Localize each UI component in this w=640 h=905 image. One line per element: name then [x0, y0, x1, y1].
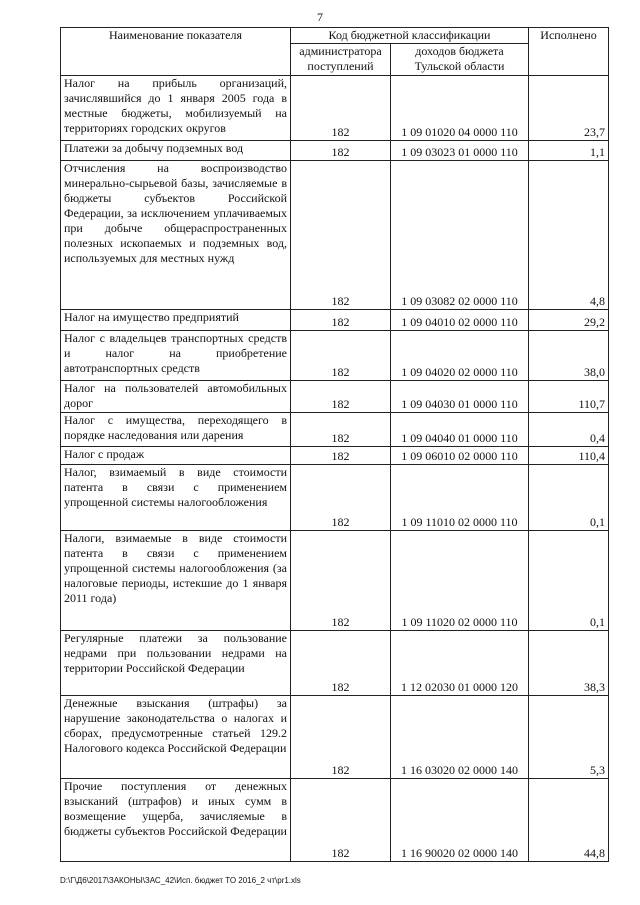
- row-income-code: 1 16 90020 02 0000 140: [391, 779, 529, 862]
- row-value: 23,7: [529, 76, 609, 141]
- row-name: Налог на имущество предприятий: [61, 310, 291, 331]
- row-income-code: 1 09 04040 01 0000 110: [391, 413, 529, 447]
- row-admin-code: 182: [291, 161, 391, 310]
- row-value: 0,4: [529, 413, 609, 447]
- row-admin-code: 182: [291, 696, 391, 779]
- table-row: [61, 141, 609, 161]
- row-admin-code: 182: [291, 465, 391, 531]
- row-name: Налог на прибыль организаций, зачислявшийся до 1 января 2005 года в местные бюджеты, мобилизуемый на территориях городских округов: [61, 76, 291, 141]
- row-admin-code: 182: [291, 413, 391, 447]
- row-name: Прочие поступления от денежных взысканий (штрафов) и иных сумм в возмещение ущерба, зачисляемые в бюджеты субъектов Российской Федерации: [61, 779, 291, 862]
- table-row: [61, 413, 609, 447]
- row-admin-code: 182: [291, 141, 391, 161]
- row-admin-code: 182: [291, 310, 391, 331]
- header-admin: администратора поступлений: [291, 44, 391, 76]
- row-name: Налог с продаж: [61, 447, 291, 465]
- file-path-footer: D:\Г\Д6\2017\ЗАКОНЫ\ЗАС_42\Исп. бюджет ТО 2016_2 чт\pr1.xls: [60, 876, 301, 885]
- row-income-code: 1 12 02030 01 0000 120: [391, 631, 529, 696]
- page-number: 7: [317, 10, 323, 24]
- row-name: Отчисления на воспроизводство минерально-сырьевой базы, зачисляемые в бюджеты субъектов Российской Федерации, за исключением уплачиваемых при добыче общераспространенных полезных ископаемых и подземных вод, используемых для местных нужд: [61, 161, 291, 310]
- table-row: [61, 696, 609, 779]
- row-name: Налог с владельцев транспортных средств и налог на приобретение автотранспортных средств: [61, 331, 291, 381]
- header-income: доходов бюджета Тульской области: [391, 44, 529, 76]
- row-value: 38,0: [529, 331, 609, 381]
- row-income-code: 1 09 03082 02 0000 110: [391, 161, 529, 310]
- row-value: 4,8: [529, 161, 609, 310]
- row-admin-code: 182: [291, 631, 391, 696]
- row-name: Налог, взимаемый в виде стоимости патента в связи с применением упрощенной системы налогообложения: [61, 465, 291, 531]
- table-header: [61, 28, 609, 76]
- row-value: 0,1: [529, 465, 609, 531]
- row-value: 38,3: [529, 631, 609, 696]
- table-row: [61, 381, 609, 413]
- row-admin-code: 182: [291, 76, 391, 141]
- header-budget-code: Код бюджетной классификации: [291, 28, 529, 44]
- budget-income-table: [60, 27, 609, 862]
- table-row: [61, 631, 609, 696]
- row-income-code: 1 09 11010 02 0000 110: [391, 465, 529, 531]
- row-name: Регулярные платежи за пользование недрами при пользовании недрами на территории Российской Федерации: [61, 631, 291, 696]
- row-admin-code: 182: [291, 447, 391, 465]
- table-row: [61, 779, 609, 862]
- row-name: Налоги, взимаемые в виде стоимости патента в связи с применением упрощенной системы налогообложения (за налоговые периоды, истекшие до 1 января 2011 года): [61, 531, 291, 631]
- row-value: 5,3: [529, 696, 609, 779]
- row-name: Налог на пользователей автомобильных дорог: [61, 381, 291, 413]
- row-value: 110,4: [529, 447, 609, 465]
- table-row: [61, 161, 609, 310]
- row-income-code: 1 09 06010 02 0000 110: [391, 447, 529, 465]
- table-row: [61, 76, 609, 141]
- row-income-code: 1 09 04020 02 0000 110: [391, 331, 529, 381]
- row-admin-code: 182: [291, 381, 391, 413]
- row-income-code: 1 09 04010 02 0000 110: [391, 310, 529, 331]
- row-value: 0,1: [529, 531, 609, 631]
- row-name: Налог с имущества, переходящего в порядке наследования или дарения: [61, 413, 291, 447]
- row-value: 1,1: [529, 141, 609, 161]
- row-admin-code: 182: [291, 331, 391, 381]
- header-indicator: Наименование показателя: [61, 28, 291, 76]
- row-value: 44,8: [529, 779, 609, 862]
- row-value: 29,2: [529, 310, 609, 331]
- row-name: Платежи за добычу подземных вод: [61, 141, 291, 161]
- row-income-code: 1 09 04030 01 0000 110: [391, 381, 529, 413]
- row-admin-code: 182: [291, 779, 391, 862]
- table-row: [61, 465, 609, 531]
- table-row: [61, 531, 609, 631]
- table-row: [61, 310, 609, 331]
- row-income-code: 1 09 11020 02 0000 110: [391, 531, 529, 631]
- table-row: [61, 331, 609, 381]
- row-name: Денежные взыскания (штрафы) за нарушение законодательства о налогах и сборах, предусмотренные статьей 129.2 Налогового кодекса Российской Федерации: [61, 696, 291, 779]
- table-row: [61, 447, 609, 465]
- row-income-code: 1 09 01020 04 0000 110: [391, 76, 529, 141]
- header-executed: Исполнено: [529, 28, 609, 76]
- row-value: 110,7: [529, 381, 609, 413]
- row-income-code: 1 16 03020 02 0000 140: [391, 696, 529, 779]
- row-admin-code: 182: [291, 531, 391, 631]
- row-income-code: 1 09 03023 01 0000 110: [391, 141, 529, 161]
